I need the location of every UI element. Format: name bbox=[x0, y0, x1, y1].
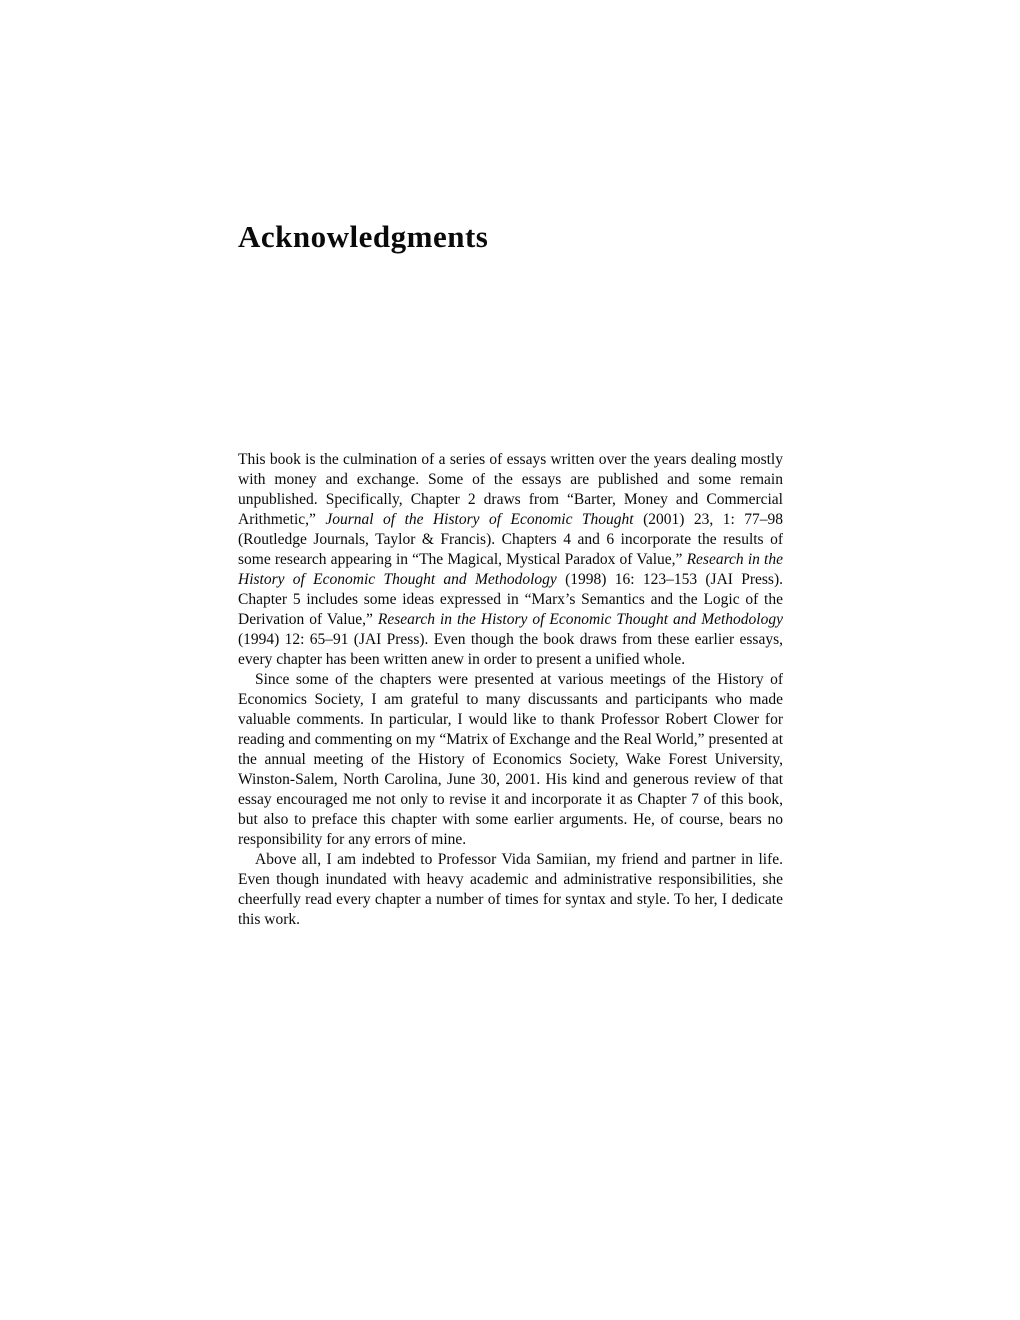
paragraph bbox=[238, 670, 783, 850]
page-title: Acknowledgments bbox=[238, 219, 489, 254]
text-segment: Above all, I am indebted to Professor Vida Samiian, my friend and partner in life. Even though inundated with heavy academic and administrative responsibilities, she cheerfully read every chapter a number of times for syntax and style. To her, I dedicate this work. bbox=[238, 851, 783, 928]
paragraph bbox=[238, 850, 783, 930]
text-segment: This book is the culmination of a series of essays written over the years dealing mostly with money and exchange. Some of the essays are published and some remain unpublished. Specifically, Chapter 2 draws from “Barter, Money and Commercial Arithmetic,” bbox=[238, 451, 783, 528]
text-segment: (1998) 16: 123–153 (JAI Press). Chapter 5 includes some ideas expressed in “Marx’s Semantics and the Logic of the Derivation of Value,” bbox=[238, 571, 783, 628]
text-segment: Research in the History of Economic Thought and Methodology bbox=[238, 551, 783, 588]
paragraph bbox=[238, 450, 783, 670]
text-segment: Research in the History of Economic Thought and Methodology bbox=[377, 611, 783, 628]
text-segment: Journal of the History of Economic Thought bbox=[325, 511, 634, 528]
text-segment: (2001) 23, 1: 77–98 (Routledge Journals, Taylor & Francis). Chapters 4 and 6 incorporate the results of some research appearing in “The Magical, Mystical Paradox of Value,” bbox=[238, 511, 783, 568]
text-segment: (1994) 12: 65–91 (JAI Press). Even though the book draws from these earlier essays, every chapter has been written anew in order to present a unified whole. bbox=[238, 631, 783, 668]
text-segment: Since some of the chapters were presented at various meetings of the History of Economics Society, I am grateful to many discussants and participants who made valuable comments. In particular, I would like to thank Professor Robert Clower for reading and commenting on my “Matrix of Exchange and the Real World,” presented at the annual meeting of the History of Economics Society, Wake Forest University, Winston-Salem, North Carolina, June 30, 2001. His kind and generous review of that essay encouraged me not only to revise it and incorporate it as Chapter 7 of this book, but also to preface this chapter with some earlier arguments. He, of course, bears no responsibility for any errors of mine. bbox=[238, 671, 783, 848]
body-text bbox=[238, 450, 783, 930]
